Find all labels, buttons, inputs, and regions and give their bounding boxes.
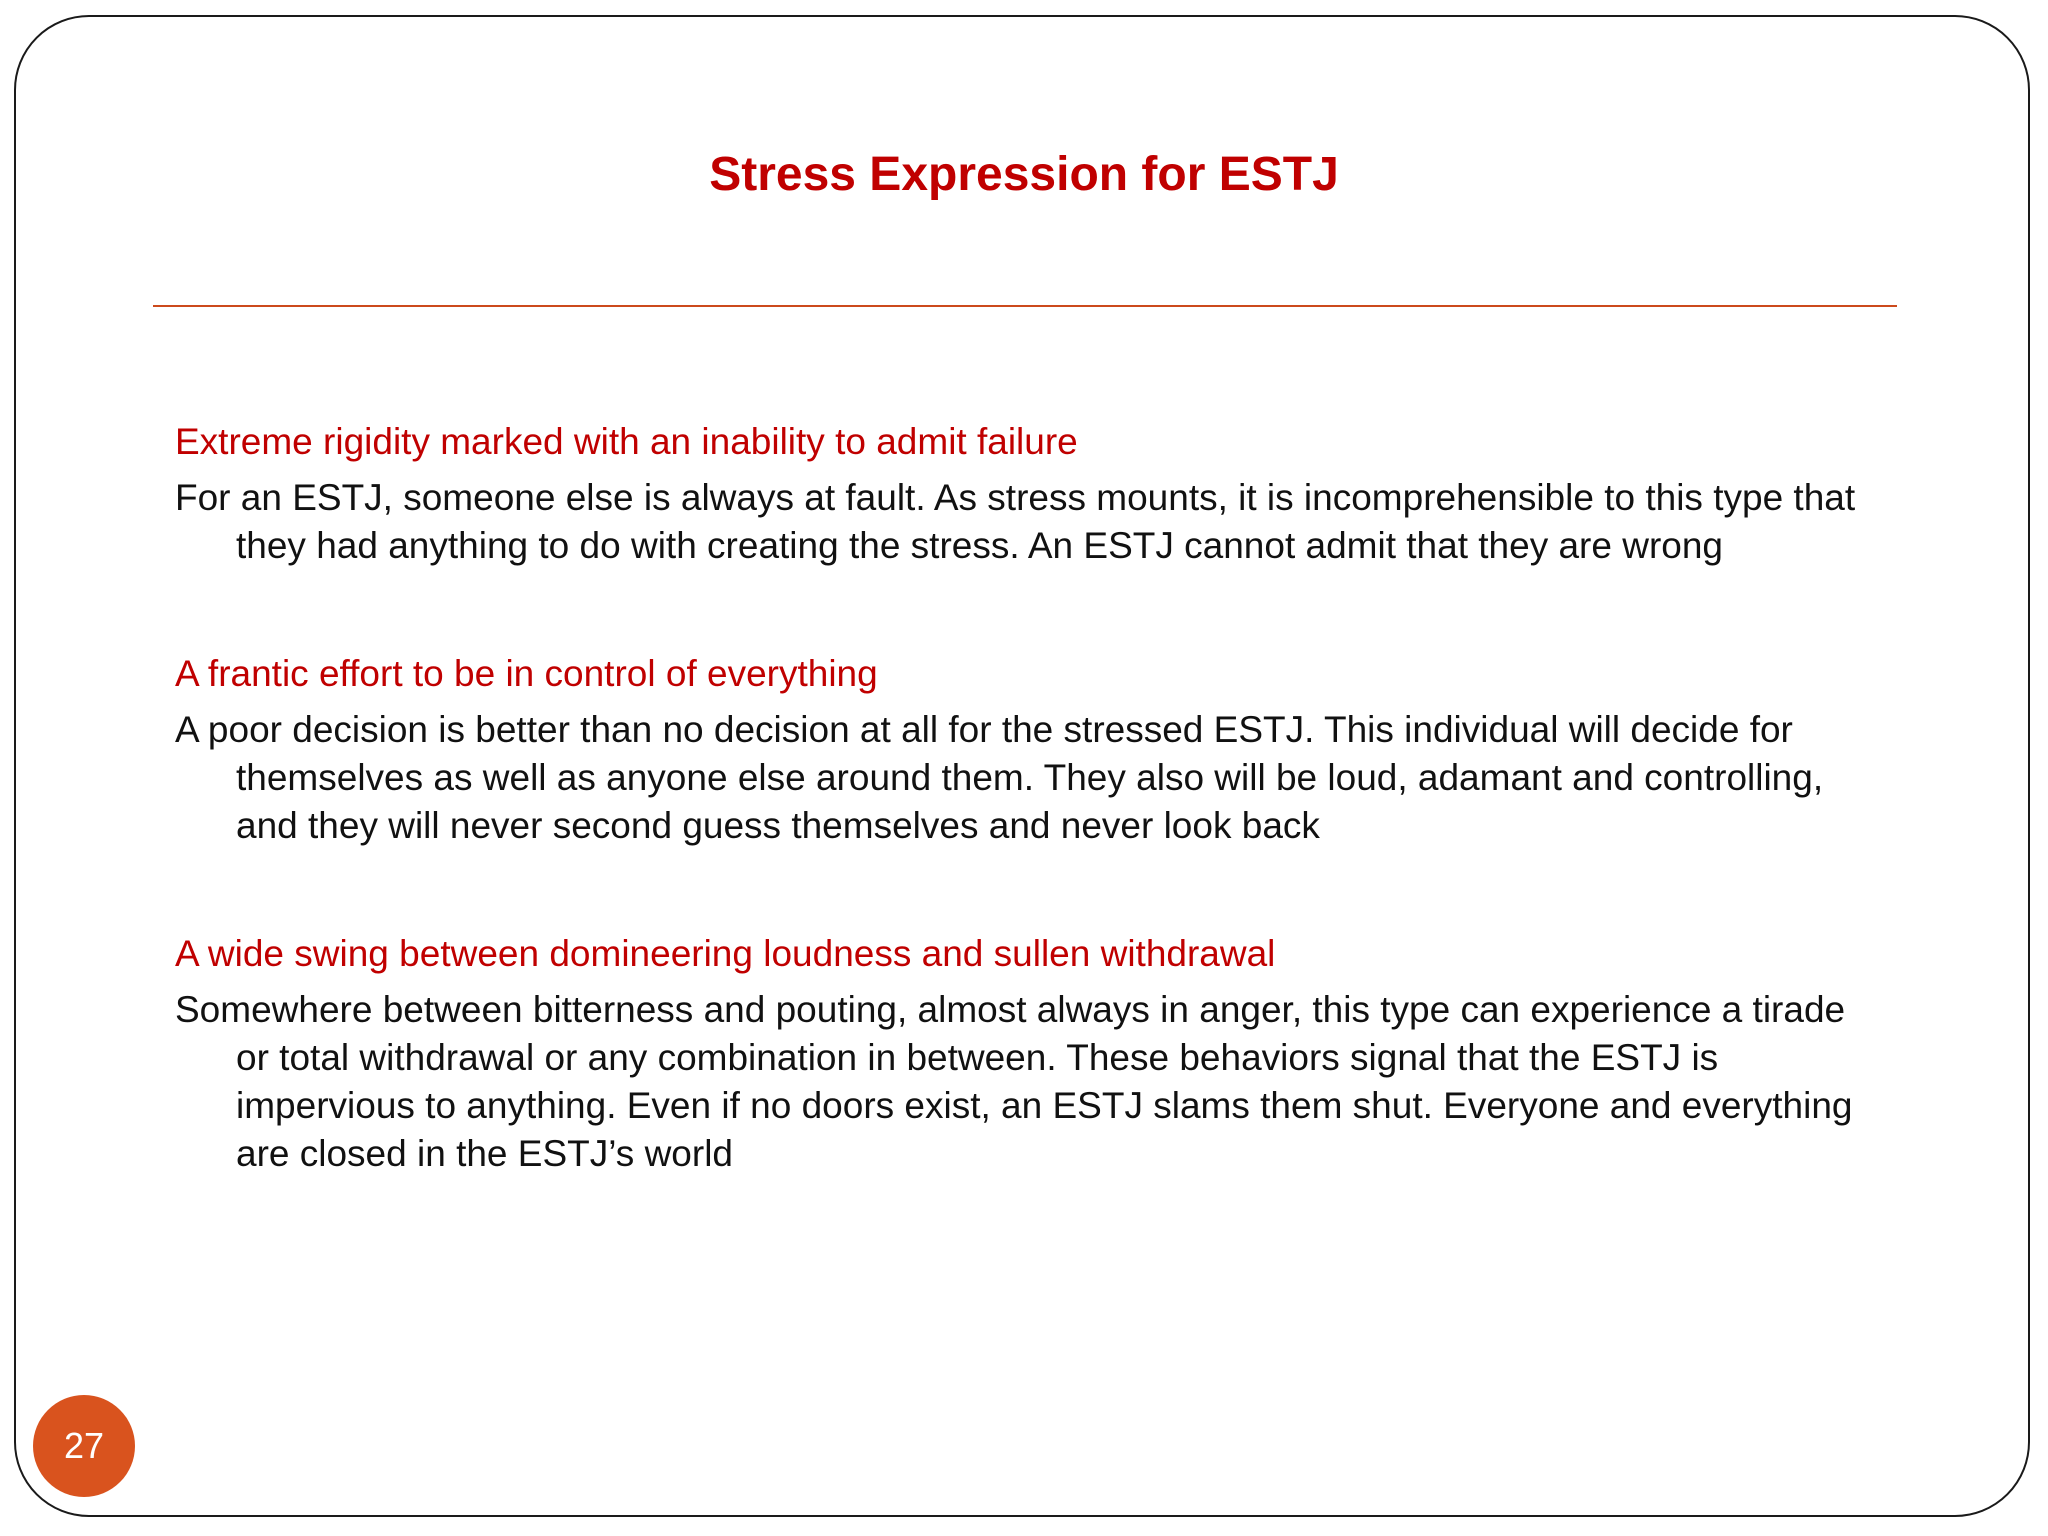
section-body: A poor decision is better than no decision at all for the stressed ESTJ. This individual will decide for themselves as well as anyone else around them. They also will be loud, adamant and controlling, and they will never second guess themselves and never look back xyxy=(175,709,1824,846)
title-divider xyxy=(153,305,1897,307)
slide-content xyxy=(175,418,1875,1178)
slide-title: Stress Expression for ESTJ xyxy=(709,148,1339,201)
section-control xyxy=(175,650,1875,850)
section-body: For an ESTJ, someone else is always at fault. As stress mounts, it is incomprehensible to this type that they had anything to do with creating the stress. An ESTJ cannot admit that they are wrong xyxy=(175,477,1856,566)
section-body: Somewhere between bitterness and pouting, almost always in anger, this type can experience a tirade or total withdrawal or any combination in between. These behaviors signal that the ESTJ is impervious to anything. Even if no doors exist, an ESTJ slams them shut. Everyone and everything are closed in the ESTJ’s world xyxy=(175,989,1853,1174)
page-number-badge: 27 xyxy=(33,1395,135,1497)
section-rigidity xyxy=(175,418,1875,570)
section-heading: A frantic effort to be in control of everything xyxy=(175,653,878,694)
section-heading: Extreme rigidity marked with an inability to admit failure xyxy=(175,421,1078,462)
section-heading: A wide swing between domineering loudness and sullen withdrawal xyxy=(175,933,1276,974)
section-swing xyxy=(175,930,1875,1178)
